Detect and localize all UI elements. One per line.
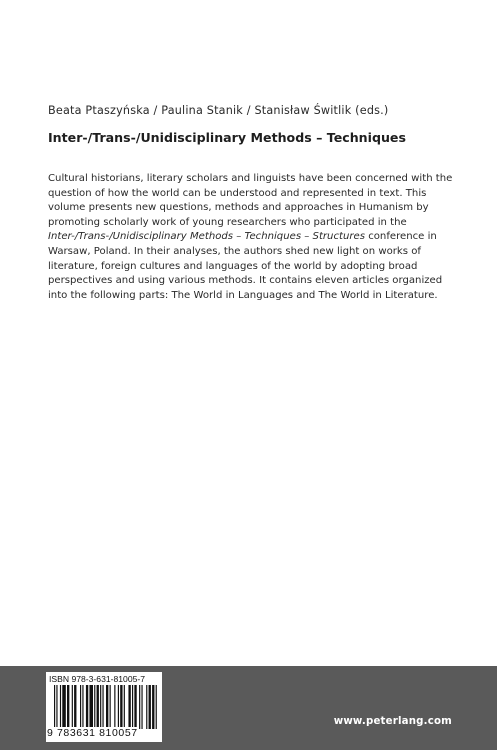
isbn-label: ISBN 978-3-631-81005-7	[49, 674, 146, 684]
barcode-digits: 9 783631 810057	[47, 727, 138, 739]
publisher-website: www.peterlang.com	[333, 716, 452, 727]
description-part-1: Cultural historians, literary scholars and linguists have been concerned with the question of how the world can be understood and represented in text. This volume presents new questions, methods and approaches in Humanism by promoting scholarly work of young researchers who participated in the	[48, 173, 453, 228]
barcode-block	[46, 672, 162, 742]
book-description	[48, 172, 458, 303]
barcode-icon	[54, 685, 158, 729]
conference-title: Inter-/Trans-/Unidisciplinary Methods – Techniques – Structures	[48, 231, 365, 243]
book-title: Inter-/Trans-/Unidisciplinary Methods – Techniques	[48, 130, 406, 145]
editors-line: Beata Ptaszyńska / Paulina Stanik / Stanisław Świtlik (eds.)	[48, 104, 389, 117]
description-part-2: conference in Warsaw, Poland. In their analyses, the authors shed new light on works of literature, foreign cultures and languages of the world by adopting broad perspectives and using various methods. It contains eleven articles organized into the following parts: The World in Languages and The World in Literature.	[48, 231, 443, 301]
